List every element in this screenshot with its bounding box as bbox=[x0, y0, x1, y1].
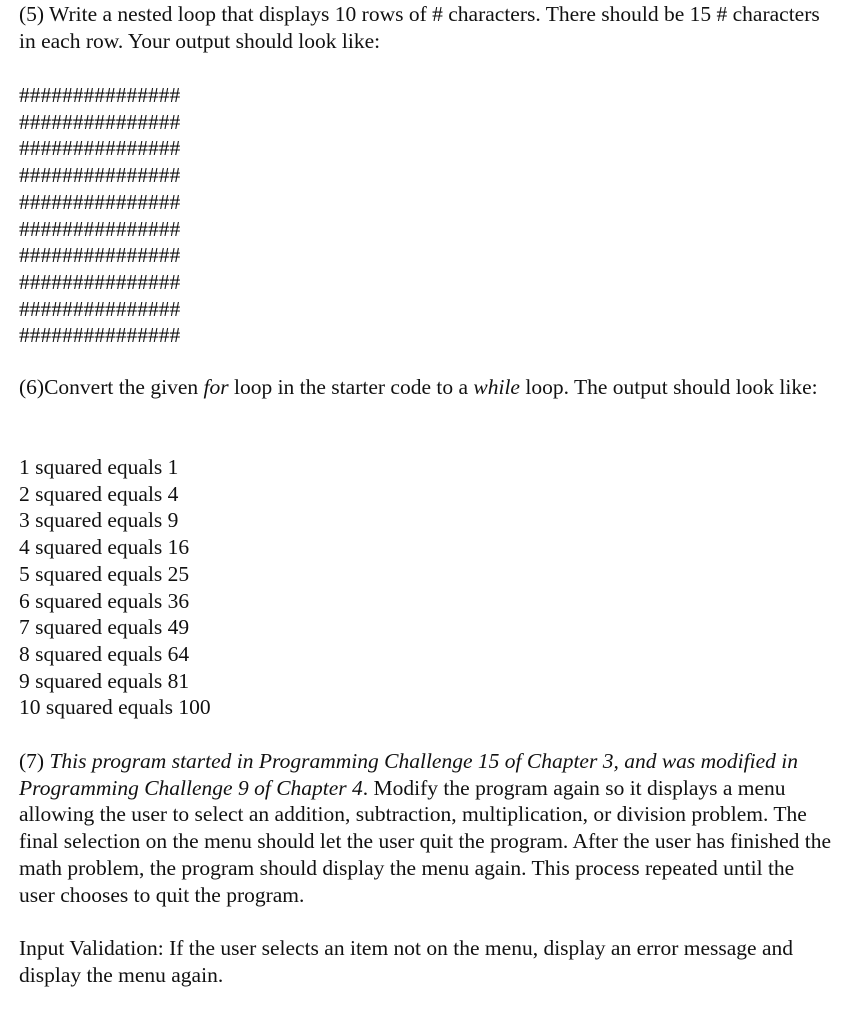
question-6-text bbox=[19, 374, 829, 401]
hash-row: ############### bbox=[19, 163, 181, 188]
question-5-text: (5) Write a nested loop that displays 10 rows of # characters. There should be 15 # characters in each row. Your output should look like: bbox=[19, 2, 820, 53]
hash-row: ############### bbox=[19, 189, 181, 214]
squares-line: 4 squared equals 16 bbox=[19, 535, 190, 560]
squares-line: 7 squared equals 49 bbox=[19, 615, 190, 640]
question-6-suffix: loop. The output should look like: bbox=[519, 375, 818, 399]
question-6-while-keyword: while bbox=[473, 375, 520, 399]
squares-line: 3 squared equals 9 bbox=[19, 508, 179, 533]
question-6-prefix: (6)Convert the given bbox=[19, 375, 204, 399]
squares-line: 9 squared equals 81 bbox=[19, 668, 190, 693]
hash-row: ############### bbox=[19, 216, 181, 241]
squares-line: 5 squared equals 25 bbox=[19, 561, 190, 586]
squares-line: 6 squared equals 36 bbox=[19, 588, 190, 613]
hash-row: ############### bbox=[19, 296, 181, 321]
hash-row: ############### bbox=[19, 136, 181, 161]
hash-output-example bbox=[19, 82, 180, 349]
hash-row: ############### bbox=[19, 269, 181, 294]
squares-line: 2 squared equals 4 bbox=[19, 481, 179, 506]
hash-row: ############### bbox=[19, 243, 181, 268]
question-7-body: . Modify the program again so it displays a menu allowing the user to select an addition, subtraction, multiplication, or division problem. The final selection on the menu should let the user quit the program. After the user has finished the math problem, the program should display the menu again. This process repeated until the user chooses to quit the program. bbox=[19, 775, 832, 907]
hash-row: ############### bbox=[19, 323, 181, 348]
question-6-for-keyword: for bbox=[203, 375, 229, 399]
question-6-middle: loop in the starter code to a bbox=[228, 375, 474, 399]
squares-line: 10 squared equals 100 bbox=[19, 695, 211, 720]
question-7-text bbox=[19, 748, 831, 908]
hash-row: ############### bbox=[19, 109, 181, 134]
squares-line: 1 squared equals 1 bbox=[19, 455, 179, 479]
squares-output-example bbox=[19, 454, 211, 721]
squares-line: 8 squared equals 64 bbox=[19, 641, 190, 666]
input-validation-text: Input Validation: If the user selects an item not on the menu, display an error message and display the menu again. bbox=[19, 936, 793, 987]
hash-row: ############### bbox=[19, 83, 181, 107]
question-7-italic-intro: This program started in Programming Challenge 15 of Chapter 3, and was modified in Programming Challenge 9 of Chapter 4 bbox=[19, 749, 798, 800]
question-7-number: (7) bbox=[19, 749, 50, 773]
